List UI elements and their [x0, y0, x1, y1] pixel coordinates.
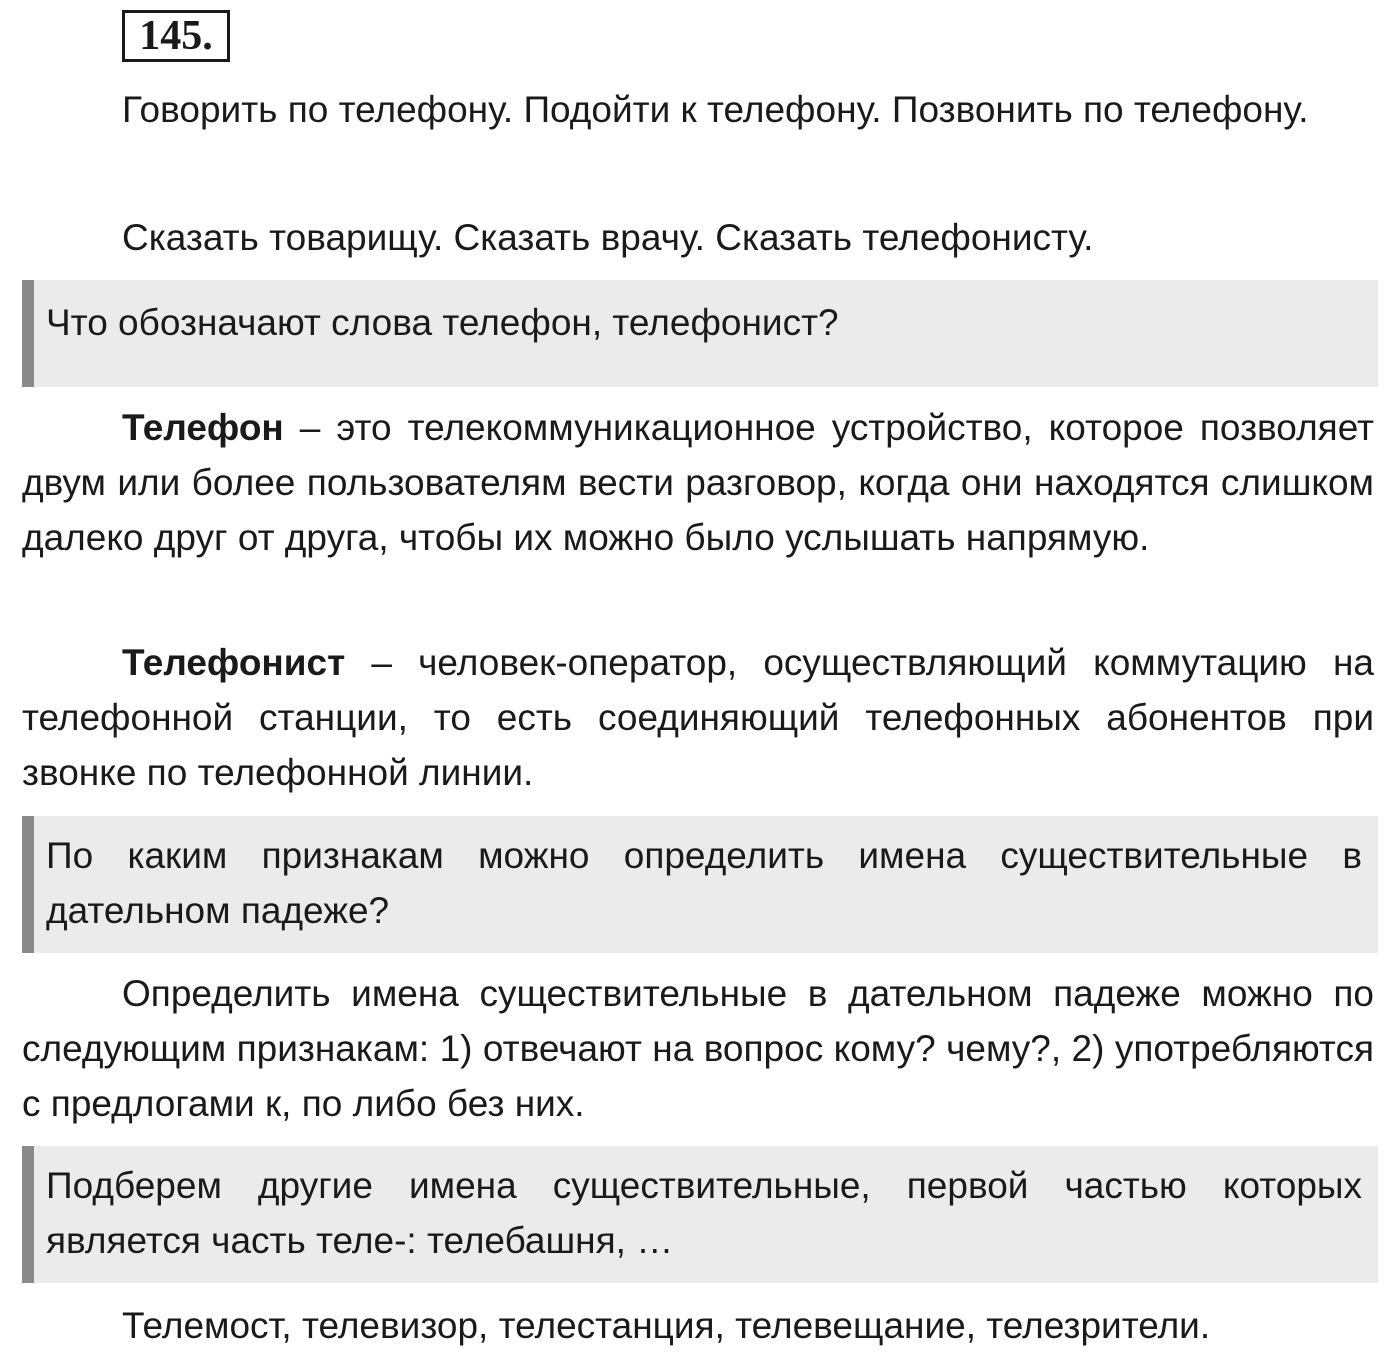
paragraph-phrases-say: Сказать товарищу. Сказать врачу. Сказать телефонисту.	[122, 217, 1094, 258]
paragraph-operator-definition	[22, 635, 1374, 800]
paragraph-telephone-definition	[22, 400, 1374, 565]
exercise-number: 145.	[122, 10, 230, 62]
paragraph-cases-answer: Определить имена существительные в дательном падеже можно по следующим признакам: 1) отвечают на вопрос кому? чему?, 2) употребляются с предлогами к, по либо без них.	[22, 973, 1374, 1124]
definition-telephone: – это телекоммуникационное устройство, которое позволяет двум или более пользователям вести разговор, когда они находятся слишком далеко друг от друга, чтобы их можно было услышать напрямую.	[22, 407, 1374, 558]
term-operator: Телефонист	[122, 642, 346, 683]
term-telephone: Телефон	[122, 407, 284, 448]
paragraph-phrases-telephone: Говорить по телефону. Подойти к телефону. Позвонить по телефону.	[122, 89, 1309, 130]
question-text-3: Подберем другие имена существительные, первой частью которых является часть теле-: телебашня, …	[46, 1165, 1362, 1261]
question-text-1: Что обозначают слова телефон, телефонист?	[46, 302, 839, 343]
definition-operator: – человек-оператор, осуществляющий коммутацию на телефонной станции, то есть соединяющий телефонных абонентов при звонке по телефонной линии.	[22, 642, 1374, 793]
question-box-3	[22, 1146, 1378, 1283]
question-box-2	[22, 816, 1378, 953]
question-box-1	[22, 280, 1378, 387]
question-text-2: По каким признакам можно определить имена существительные в дательном падеже?	[46, 835, 1362, 931]
paragraph-final-answer: Телемост, телевизор, телестанция, телевещание, телезрители.	[122, 1305, 1211, 1346]
